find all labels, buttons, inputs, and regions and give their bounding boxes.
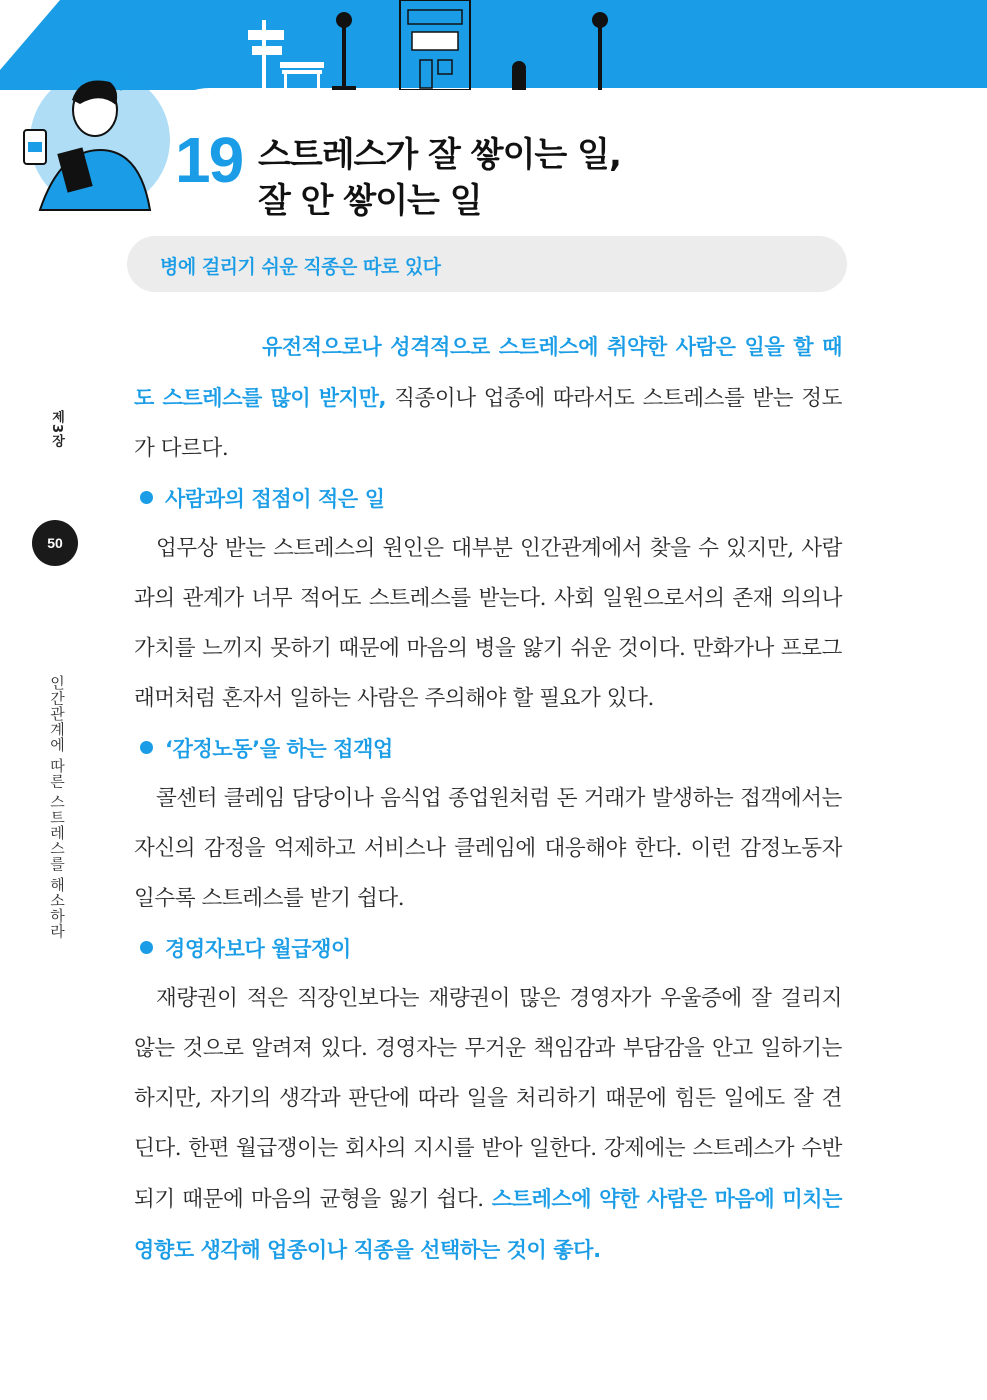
- section-1-text: 업무상 받는 스트레스의 원인은 대부분 인간관계에서 찾을 수 있지만, 사람과의 관계가 너무 적어도 스트레스를 받는다. 사회 일원으로서의 존재 의의나 가치를 느끼지 못하기 때문에 마음의 병을 앓기 쉬운 것이다. 만화가나 프로그래머처럼 혼자서 일하는 사람은 주의해야 할 필요가 있다.: [134, 536, 842, 711]
- intro-rest: 직종이나 업종에 따라서도 스트레스를 받는 정도가 다르다.: [134, 386, 842, 461]
- side-chapter-label: 제3장: [49, 410, 64, 449]
- title-line-2: 잘 안 쌓이는 일: [258, 181, 482, 221]
- section-heading-3-text: 경영자보다 월급쟁이: [165, 937, 351, 961]
- intro-paragraph: [134, 322, 842, 474]
- section-3-text: 재량권이 적은 직장인보다는 재량권이 많은 경영자가 우울증에 잘 걸리지 않는 것으로 알려져 있다. 경영자는 무거운 책임감과 부담감을 안고 일하기는 하지만, 자기의 생각과 판단에 따라 일을 처리하기 때문에 힘든 일에도 잘 견딘다. 한편 월급쟁이는 회사의 지시를 받아 일한다. 강제에는 스트레스가 수반되기 때문에 마음의 균형을 잃기 쉽다.: [134, 986, 842, 1212]
- body-text: [134, 322, 842, 1276]
- intro-highlight: 유전적으로나 성격적으로 스트레스에 취약한 사람은 일을 할 때도 스트레스를 많이 받지만,: [134, 335, 842, 410]
- section-heading-1: [134, 474, 842, 524]
- street-scene-illustration: [230, 0, 650, 90]
- bullet-icon: [140, 491, 153, 504]
- section-heading-3: [134, 924, 842, 974]
- reading-man-illustration: [0, 0, 260, 240]
- subtitle: 병에 걸리기 쉬운 직종은 따로 있다: [160, 256, 441, 278]
- section-heading-2: [134, 724, 842, 774]
- side-book-title: 인간관계에 따른 스트레스를 해소하라: [48, 675, 66, 939]
- conclusion-highlight: 스트레스에 약한 사람은 마음에 미치는 영향도 생각해 업종이나 직종을 선택하는 것이 좋다.: [134, 1187, 842, 1262]
- bullet-icon: [140, 941, 153, 954]
- chapter-number: 19: [175, 124, 243, 196]
- title-line-1: 스트레스가 잘 쌓이는 일,: [258, 135, 621, 175]
- section-heading-1-text: 사람과의 접점이 적은 일: [165, 487, 385, 511]
- section-heading-2-text: ‘감정노동’을 하는 접객업: [165, 737, 393, 761]
- page-title: [258, 132, 621, 224]
- section-2-text: 콜센터 클레임 담당이나 음식업 종업원처럼 돈 거래가 발생하는 접객에서는 자신의 감정을 억제하고 서비스나 클레임에 대응해야 한다. 이런 감정노동자일수록 스트레스를 받기 쉽다.: [134, 786, 842, 911]
- bullet-icon: [140, 741, 153, 754]
- page-number-badge: 50: [32, 520, 78, 566]
- section-3-paragraph: [134, 974, 842, 1276]
